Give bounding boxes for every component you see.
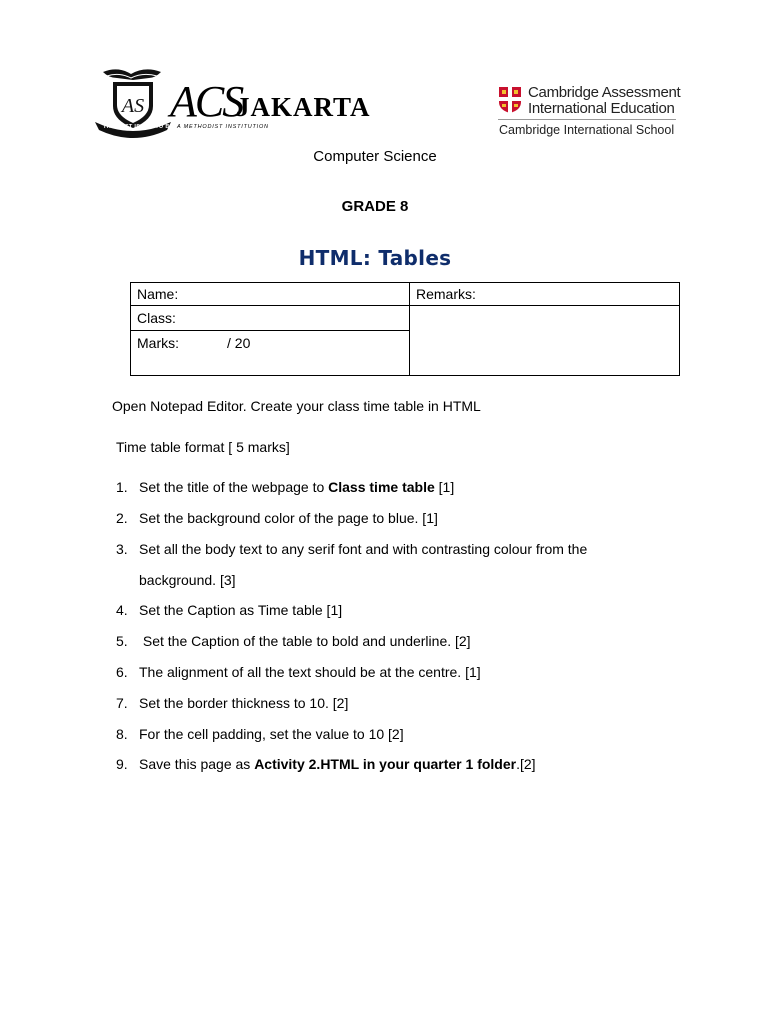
- cambridge-logo-line2: International Education: [528, 100, 675, 117]
- intro-text: Open Notepad Editor. Create your class time table in HTML: [112, 398, 481, 414]
- acs-motto: THE BEST IS YET TO BE: [103, 124, 174, 130]
- marks-label: Marks:: [137, 335, 179, 351]
- item-number: 8.: [116, 726, 128, 742]
- cambridge-logo-line1: Cambridge Assessment: [528, 84, 681, 101]
- item-number: 3.: [116, 541, 128, 557]
- marks-total: / 20: [227, 335, 251, 351]
- cambridge-shield-icon: [498, 86, 522, 114]
- list-item: Set the border thickness to 10. [2]: [139, 695, 349, 711]
- item-number: 4.: [116, 602, 128, 618]
- name-label: Name:: [137, 286, 179, 302]
- student-info-table: [130, 282, 680, 376]
- acs-logo-tagline: A METHODIST INSTITUTION: [177, 124, 269, 130]
- acs-logo-jakarta: JAKARTA: [236, 92, 371, 122]
- item-number: 1.: [116, 479, 128, 495]
- subject-heading: Computer Science: [313, 148, 437, 165]
- item-number: 2.: [116, 510, 128, 526]
- list-item: Set the title of the webpage to Class time table [1]: [139, 479, 455, 495]
- webpage-title-value: Class time table: [328, 479, 435, 495]
- item-number: 9.: [116, 756, 128, 772]
- acs-logo-letters: ACS: [170, 77, 243, 126]
- item-number: 6.: [116, 664, 128, 680]
- item-number: 7.: [116, 695, 128, 711]
- list-item-continuation: background. [3]: [139, 572, 236, 588]
- grade-heading: GRADE 8: [341, 198, 409, 215]
- list-item: Set the background color of the page to blue. [1]: [139, 510, 438, 526]
- cambridge-logo-line3: Cambridge International School: [499, 123, 675, 137]
- svg-text:AS: AS: [121, 95, 145, 117]
- list-item: The alignment of all the text should be at the centre. [1]: [139, 664, 481, 680]
- list-item: For the cell padding, set the value to 10 [2]: [139, 726, 404, 742]
- list-item: Save this page as Activity 2.HTML in your quarter 1 folder.[2]: [139, 756, 536, 772]
- list-item: Set the Caption of the table to bold and underline. [2]: [139, 633, 471, 649]
- list-item: Set all the body text to any serif font and with contrasting colour from the: [139, 541, 588, 557]
- item-number: 5.: [116, 633, 128, 649]
- format-text: Time table format [ 5 marks]: [116, 439, 290, 455]
- list-item: Set the Caption as Time table [1]: [139, 602, 343, 618]
- class-label: Class:: [137, 310, 176, 326]
- cambridge-logo-divider: [498, 119, 676, 120]
- remarks-label: Remarks:: [416, 286, 476, 302]
- page-title: HTML: Tables: [298, 246, 452, 270]
- save-filename-value: Activity 2.HTML in your quarter 1 folder: [254, 756, 517, 772]
